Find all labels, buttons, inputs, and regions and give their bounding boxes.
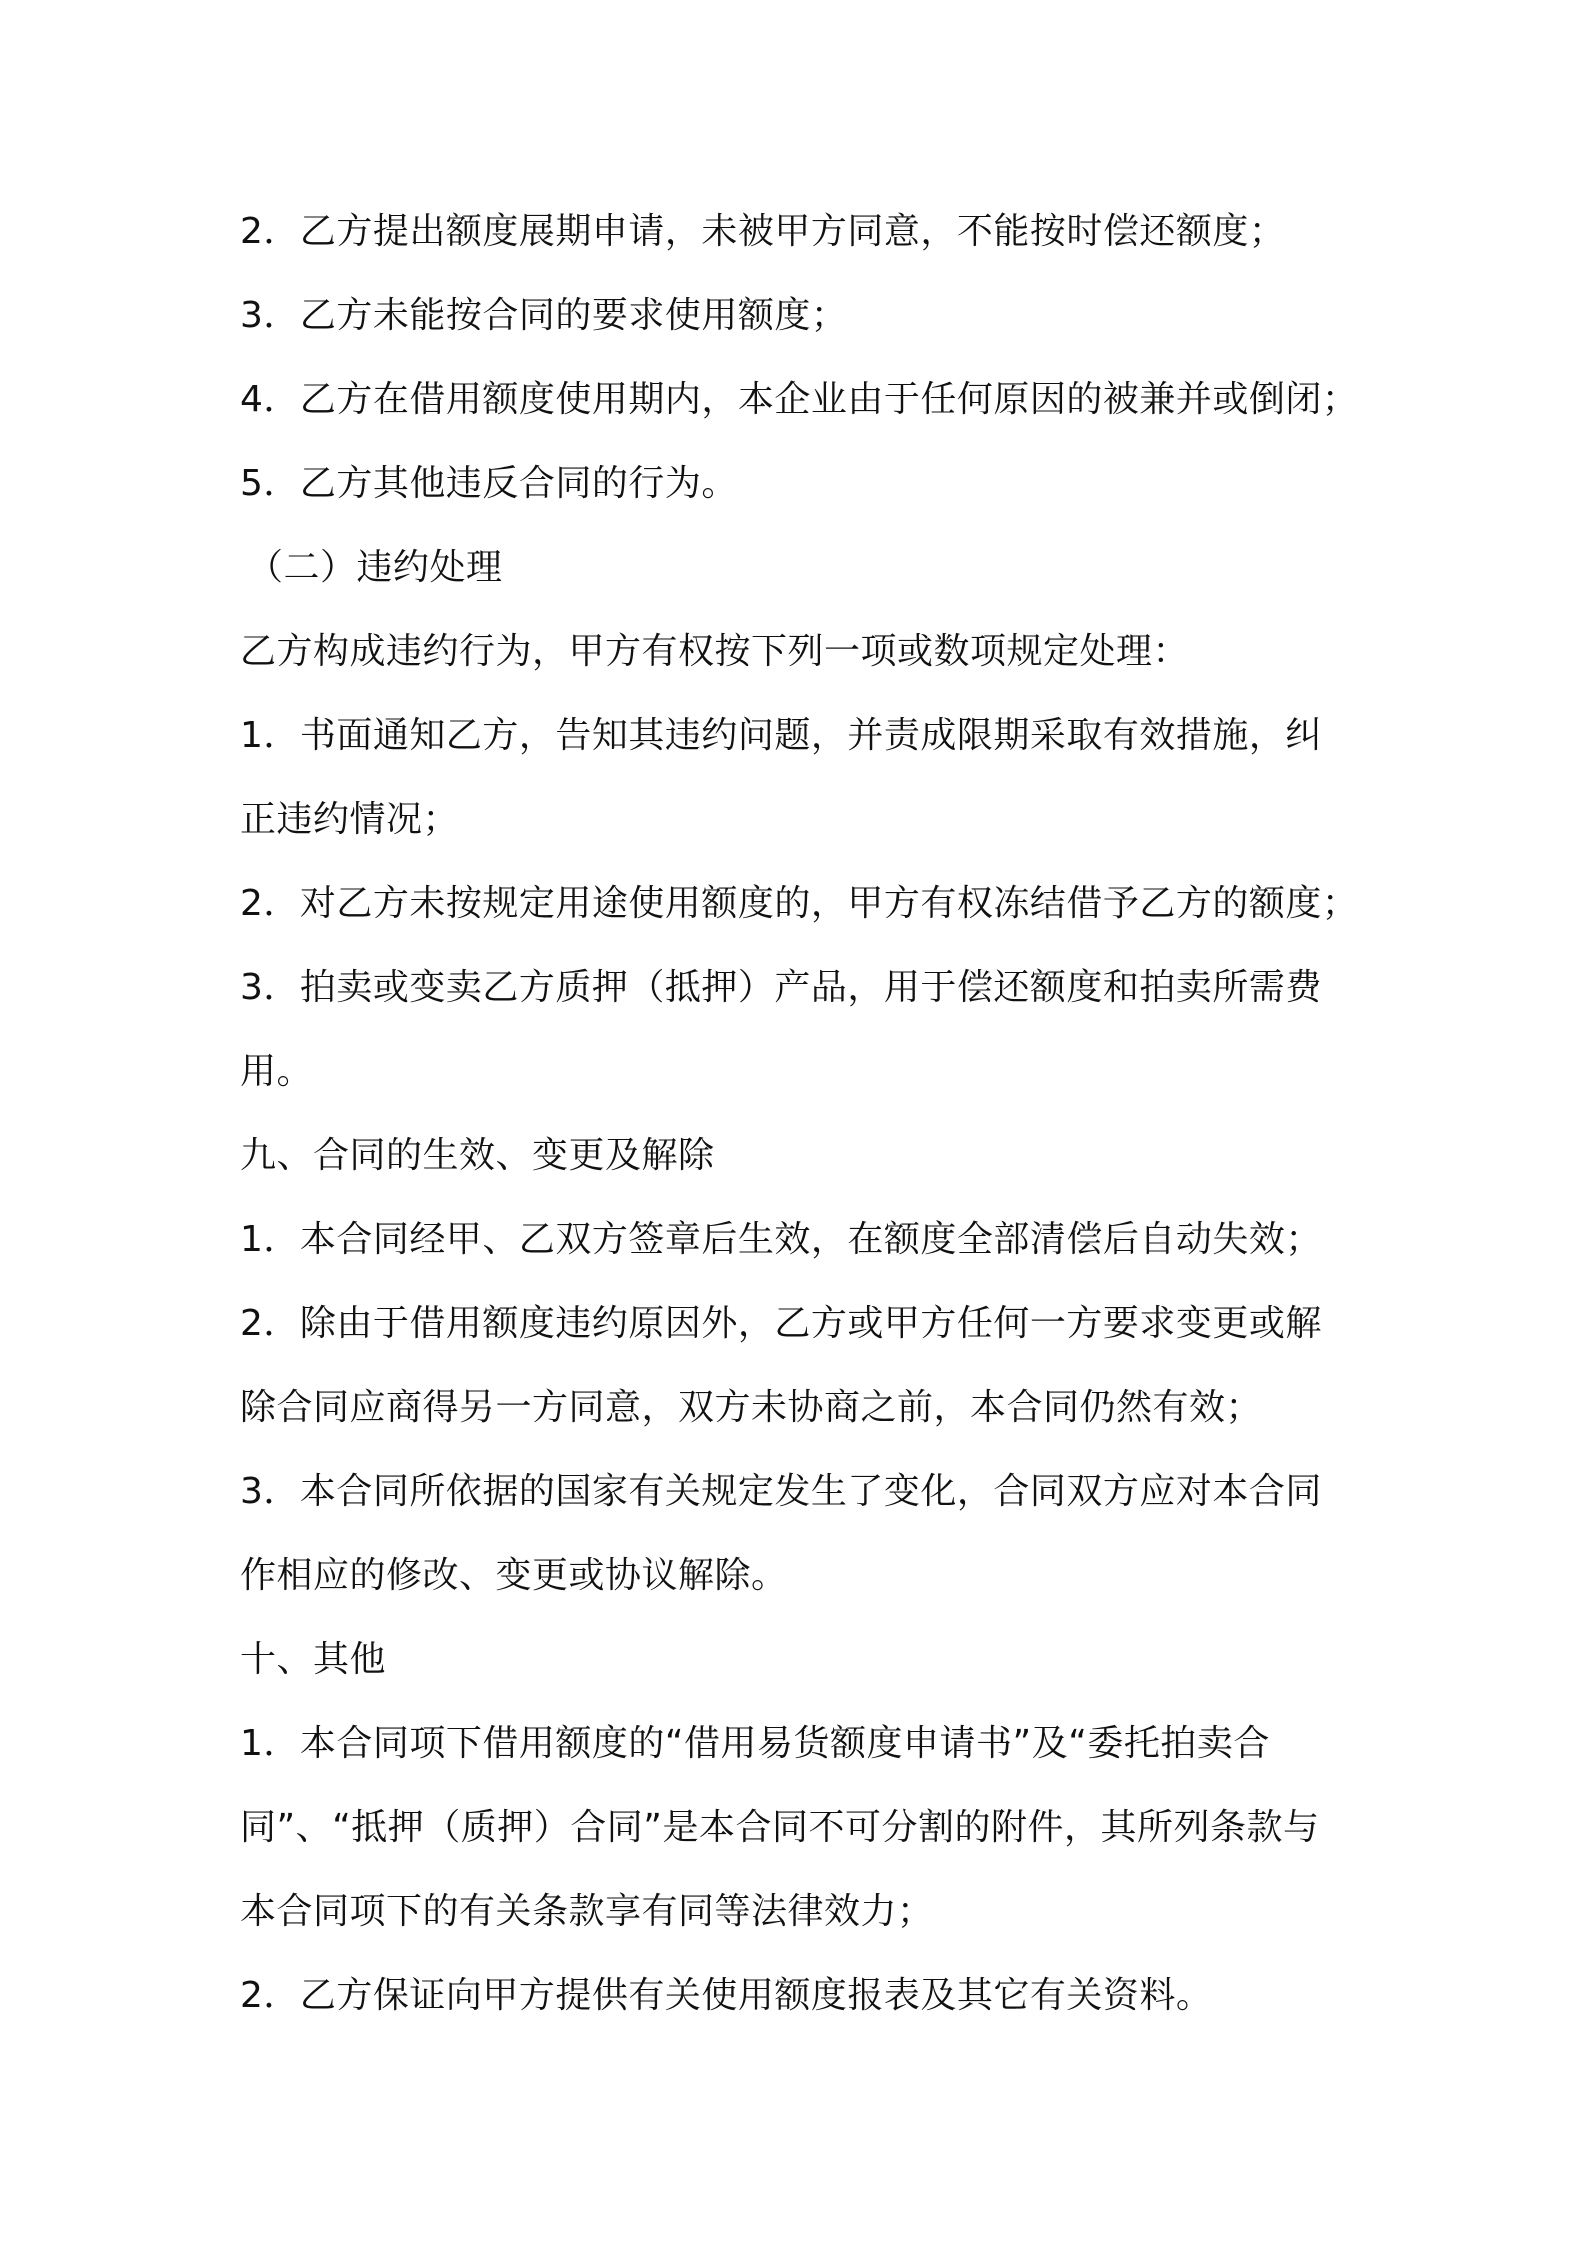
clause-line: 5．乙方其他违反合同的行为。 [240,463,738,504]
section-heading: 九、合同的生效、变更及解除 [240,1135,715,1176]
clause-line-continuation: 除合同应商得另一方同意，双方未协商之前，本合同仍然有效； [240,1387,1263,1428]
clause-line-continuation: 作相应的修改、变更或协议解除。 [240,1555,788,1596]
clause-line: 1．书面通知乙方，告知其违约问题，并责成限期采取有效措施，纠 [240,715,1322,756]
clause-line: 3．乙方未能按合同的要求使用额度； [240,295,848,336]
clause-line: 3．本合同所依据的国家有关规定发生了变化，合同双方应对本合同 [240,1471,1322,1512]
clause-line: 4．乙方在借用额度使用期内，本企业由于任何原因的被兼并或倒闭； [240,379,1359,420]
clause-line: 3．拍卖或变卖乙方质押（抵押）产品，用于偿还额度和拍卖所需费 [240,967,1322,1008]
clause-line: 2．乙方保证向甲方提供有关使用额度报表及其它有关资料。 [240,1975,1213,2016]
clause-line-continuation: 用。 [240,1051,314,1092]
clause-line-continuation: 同”、“抵押（质押）合同”是本合同不可分割的附件，其所列条款与 [240,1807,1320,1848]
clause-line-continuation: 正违约情况； [240,799,460,840]
clause-line: 1．本合同经甲、乙双方签章后生效，在额度全部清偿后自动失效； [240,1219,1322,1260]
section-heading: （二）违约处理 [247,547,503,588]
paragraph-line: 乙方构成违约行为，甲方有权按下列一项或数项规定处理： [240,631,1190,672]
clause-line: 2．除由于借用额度违约原因外，乙方或甲方任何一方要求变更或解 [240,1303,1322,1344]
clause-line: 2．乙方提出额度展期申请，未被甲方同意，不能按时偿还额度； [240,211,1286,252]
section-heading: 十、其他 [240,1639,387,1680]
clause-line: 1．本合同项下借用额度的“借用易货额度申请书”及“委托拍卖合 [240,1723,1270,1764]
clause-line: 2．对乙方未按规定用途使用额度的，甲方有权冻结借予乙方的额度； [240,883,1359,924]
clause-line-continuation: 本合同项下的有关条款享有同等法律效力； [240,1891,934,1932]
